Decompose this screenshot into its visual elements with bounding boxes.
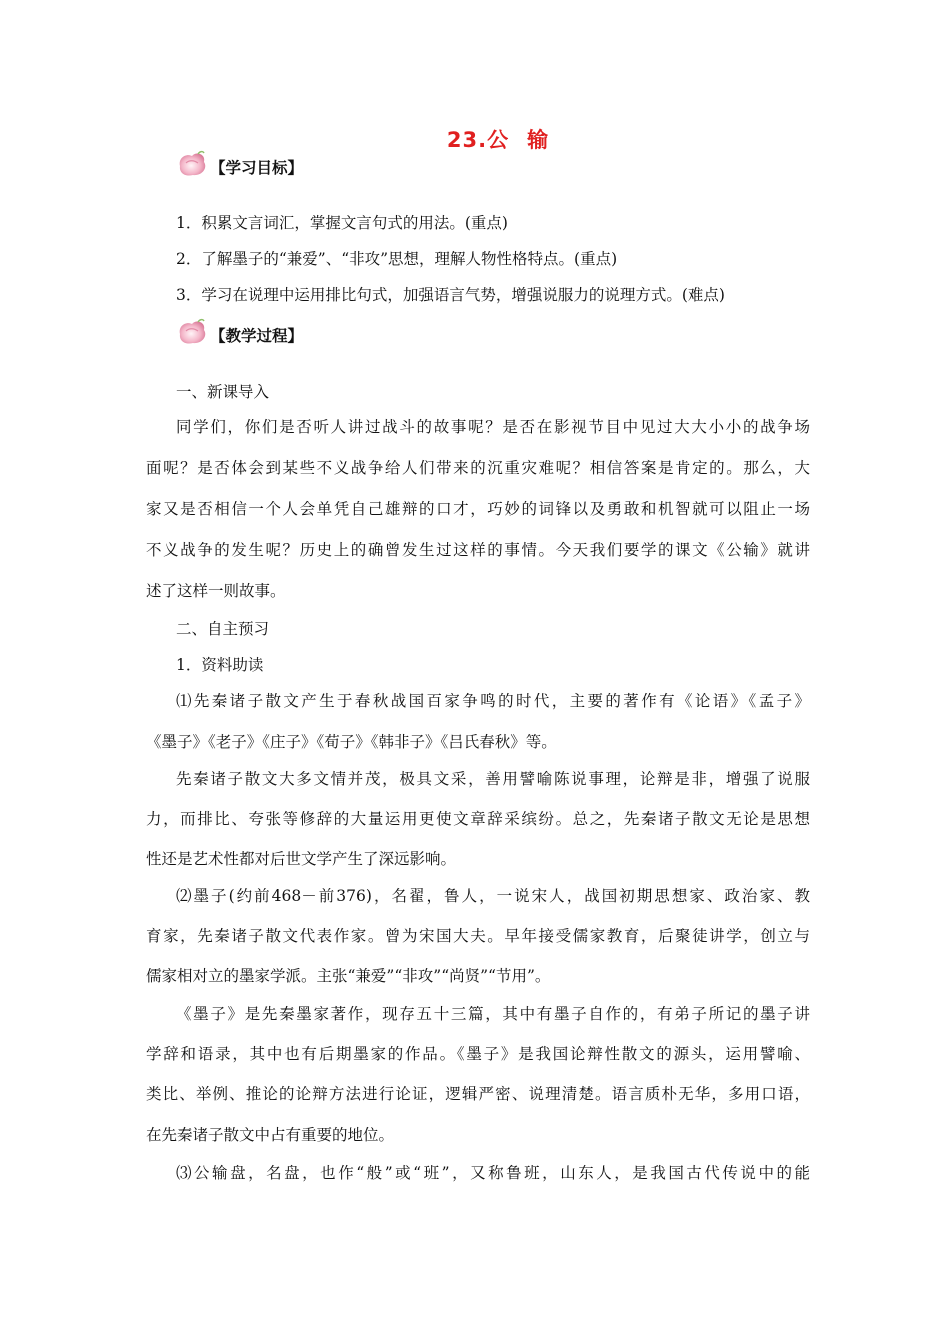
paragraph-line: 在先秦诸子散文中占有重要的地位。 [146, 1126, 395, 1144]
section-heading-process [176, 316, 303, 346]
title-word-2: 输 [527, 128, 550, 152]
paragraph-line: 学辞和语录，其中也有后期墨家的作品。《墨子》是我国论辩性散文的源头，运用譬喻、 [146, 1045, 810, 1063]
paragraph-line: 《墨子》《老子》《庄子》《荀子》《韩非子》《吕氏春秋》等。 [146, 733, 557, 751]
page-title [0, 124, 950, 154]
paragraph-line: 《墨子》是先秦墨家著作，现存五十三篇，其中有墨子自作的，有弟子所记的墨子讲 [176, 1005, 810, 1023]
section-label-process: 【教学过程】 [210, 327, 304, 345]
title-number: 23. [446, 128, 488, 152]
subheading: 1．资料助读 [176, 656, 264, 674]
objective-item: 1．积累文言词汇，掌握文言句式的用法。(重点) [176, 214, 508, 232]
paragraph-line: 同学们，你们是否听人讲过战斗的故事呢？是否在影视节目中见过大大小小的战争场 [176, 418, 810, 436]
blossom-icon [176, 148, 208, 178]
paragraph-line: 力，而排比、夸张等修辞的大量运用更使文章辞采缤纷。总之，先秦诸子散文无论是思想 [146, 810, 810, 828]
paragraph-line: 性还是艺术性都对后世文学产生了深远影响。 [146, 850, 457, 868]
title-word-1: 公 [487, 128, 510, 152]
paragraph-line: ⑴先秦诸子散文产生于春秋战国百家争鸣的时代，主要的著作有《论语》《孟子》 [176, 692, 810, 710]
subheading: 一、新课导入 [176, 383, 270, 401]
paragraph-line: ⑵墨子(约前468－前376)，名翟，鲁人，一说宋人，战国初期思想家、政治家、教 [176, 887, 810, 905]
section-heading-objectives [176, 148, 303, 178]
objective-item: 3．学习在说理中运用排比句式，加强语言气势，增强说服力的说理方式。(难点) [176, 286, 725, 304]
paragraph-line: 先秦诸子散文大多文情并茂，极具文采，善用譬喻陈说事理，论辩是非，增强了说服 [176, 770, 810, 788]
objective-item: 2．了解墨子的“兼爱”、“非攻”思想，理解人物性格特点。(重点) [176, 250, 618, 268]
section-label-objectives: 【学习目标】 [210, 159, 304, 177]
paragraph-line: 不义战争的发生呢？历史上的确曾发生过这样的事情。今天我们要学的课文《公输》就讲 [146, 541, 810, 559]
paragraph-line: 家又是否相信一个人会单凭自己雄辩的口才，巧妙的词锋以及勇敢和机智就可以阻止一场 [146, 500, 810, 518]
paragraph-line: 育家，先秦诸子散文代表作家。曾为宋国大夫。早年接受儒家教育，后聚徒讲学，创立与 [146, 927, 810, 945]
paragraph-line: 类比、举例、推论的论辩方法进行论证，逻辑严密、说理清楚。语言质朴无华，多用口语， [146, 1085, 810, 1103]
blossom-icon [176, 316, 208, 346]
paragraph-line: 面呢？是否体会到某些不义战争给人们带来的沉重灾难呢？相信答案是肯定的。那么，大 [146, 459, 810, 477]
subheading: 二、自主预习 [176, 620, 270, 638]
paragraph-line: 述了这样一则故事。 [146, 582, 286, 600]
paragraph-line: 儒家相对立的墨家学派。主张“兼爱”“非攻”“尚贤”“节用”。 [146, 967, 551, 985]
paragraph-line: ⑶公输盘，名盘，也作“般”或“班”，又称鲁班，山东人，是我国古代传说中的能 [176, 1164, 810, 1182]
